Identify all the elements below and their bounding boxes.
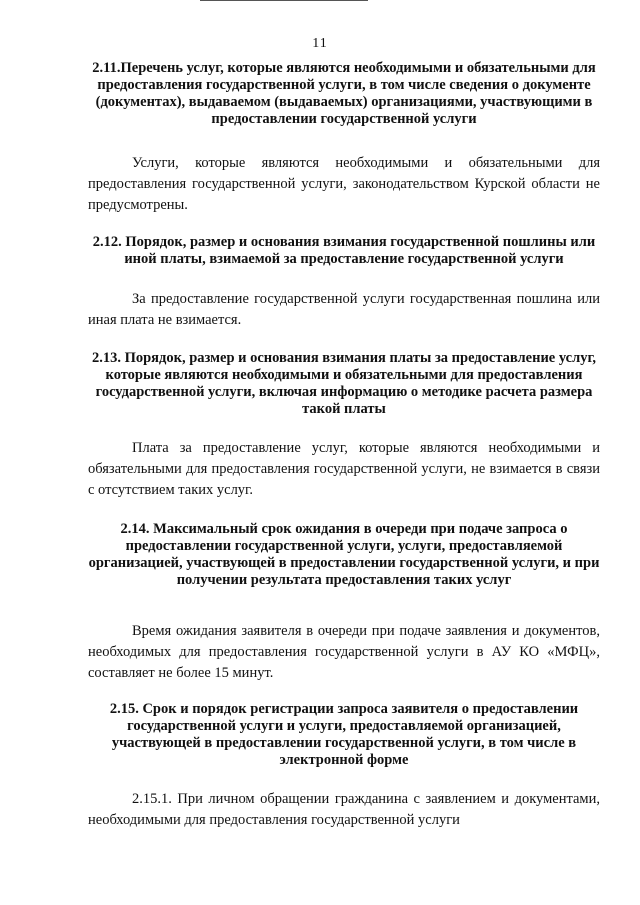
section-heading-2-11: 2.11.Перечень услуг, которые являются необходимыми и обязательными для предоставления государственной услуги, в том числе сведения о документе (документах), выдаваемом (выдаваемых) организациями, участвующими в предоставлении государственной услуги <box>92 60 596 127</box>
section-text-2-11: Услуги, которые являются необходимыми и обязательными для предоставления государственной услуги, законодательством Курской области не предусмотрены. <box>88 155 600 213</box>
section-text-2-13: Плата за предоставление услуг, которые являются необходимыми и обязательными для предоставления государственной услуги, не взимается в связи с отсутствием таких услуг. <box>88 440 600 498</box>
section-text-2-15: 2.15.1. При личном обращении гражданина с заявлением и документами, необходимыми для предоставления государственной услуги <box>88 791 600 828</box>
section-heading-2-12: 2.12. Порядок, размер и основания взимания государственной пошлины или иной платы, взимаемой за предоставление государственной услуги <box>92 234 596 267</box>
section-text-2-12: За предоставление государственной услуги государственная пошлина или иная плата не взимается. <box>88 291 600 328</box>
top-rule <box>200 0 368 1</box>
section-heading-2-15: 2.15. Срок и порядок регистрации запроса заявителя о предоставлении государственной услуги и услуги, предоставляемой организацией, участвующей в предоставлении государственной услуги, в том числе в электронной форме <box>109 701 579 768</box>
section-text-2-14: Время ожидания заявителя в очереди при подаче заявления и документов, необходимых для предоставления государственной услуги в АУ КО «МФЦ», составляет не более 15 минут. <box>88 623 600 681</box>
section-heading-2-14: 2.14. Максимальный срок ожидания в очереди при подаче запроса о предоставлении государственной услуги, услуги, предоставляемой организацией, участвующей в предоставлении государственной услуги, и при получении результата предоставления таких услуг <box>88 521 600 588</box>
section-heading-2-13: 2.13. Порядок, размер и основания взимания платы за предоставление услуг, которые являются необходимыми и обязательными для предоставления государственной услуги, включая информацию о методике расчета размера такой платы <box>91 350 597 417</box>
document-body <box>88 60 600 831</box>
page-number: 11 <box>312 36 328 51</box>
